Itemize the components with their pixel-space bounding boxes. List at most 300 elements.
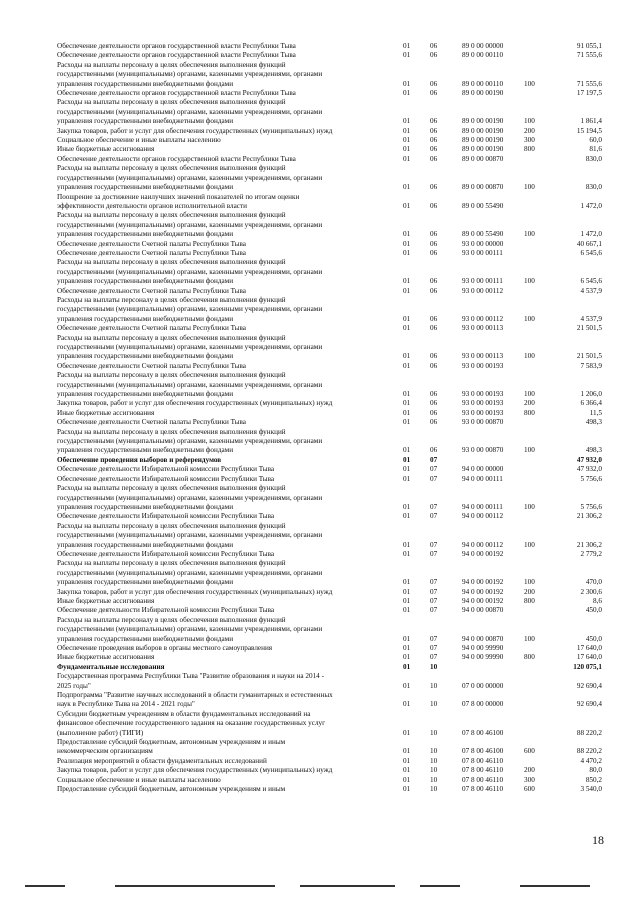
row-subsection-code: 07 bbox=[430, 634, 438, 643]
row-subsection-code: 07 bbox=[430, 502, 438, 511]
row-target-article: 07 0 00 00000 bbox=[462, 681, 504, 690]
row-target-article: 93 0 00 00111 bbox=[462, 277, 503, 286]
row-target-article: 89 0 00 00870 bbox=[462, 183, 504, 192]
row-subsection-code: 06 bbox=[430, 136, 438, 145]
row-subsection-code: 06 bbox=[430, 154, 438, 163]
row-section-code: 01 bbox=[403, 136, 411, 145]
row-target-article: 93 0 00 00193 bbox=[462, 399, 504, 408]
row-target-article: 89 0 00 00190 bbox=[462, 136, 504, 145]
row-name: Обеспечение деятельности Счетной палаты Республики Тыва bbox=[57, 239, 246, 248]
row-name: Расходы на выплаты персоналу в целях обеспечения выполнения функций государственными (муниципальными) органами, казенными учреждениями, органами управления государственными внебюджетными фондами bbox=[57, 164, 323, 192]
budget-table bbox=[57, 42, 602, 795]
row-amount: 81,6 bbox=[589, 145, 602, 154]
row-subsection-code: 06 bbox=[430, 230, 438, 239]
scan-edge-mark bbox=[420, 885, 460, 887]
table-row bbox=[57, 616, 602, 644]
row-name: Предоставление субсидий бюджетным, автономным учреждениям и иным bbox=[57, 785, 286, 794]
row-subsection-code: 07 bbox=[430, 540, 438, 549]
row-name: Расходы на выплаты персоналу в целях обеспечения выполнения функций государственными (муниципальными) органами, казенными учреждениями, органами управления государственными внебюджетными фондами bbox=[57, 258, 323, 286]
row-section-code: 01 bbox=[403, 277, 411, 286]
row-subsection-code: 06 bbox=[430, 42, 438, 50]
row-amount: 7 583,9 bbox=[580, 361, 602, 370]
row-target-article: 89 0 00 00190 bbox=[462, 89, 504, 98]
row-target-article: 89 0 00 00190 bbox=[462, 126, 504, 135]
section-row bbox=[57, 456, 602, 465]
row-amount: 498,3 bbox=[585, 418, 602, 427]
row-expense-type: 100 bbox=[524, 634, 535, 643]
row-expense-type: 100 bbox=[524, 314, 535, 323]
row-expense-type: 600 bbox=[524, 747, 535, 756]
row-target-article: 94 0 00 00870 bbox=[462, 606, 504, 615]
row-name: Закупка товаров, работ и услуг для обеспечения государственных (муниципальных) нужд bbox=[57, 766, 333, 775]
row-name: Предоставление субсидий бюджетным, автономным учреждениям и иным некоммерческим организациям bbox=[57, 738, 286, 756]
row-section-code: 01 bbox=[403, 512, 411, 521]
row-subsection-code: 06 bbox=[430, 201, 438, 210]
row-expense-type: 200 bbox=[524, 126, 535, 135]
row-amount: 88 220,2 bbox=[576, 728, 602, 737]
row-subsection-code: 10 bbox=[430, 662, 438, 671]
table-row bbox=[57, 296, 602, 324]
row-name: Обеспечение деятельности органов государственной власти Республики Тыва bbox=[57, 89, 296, 98]
row-name: Обеспечение деятельности органов государственной власти Республики Тыва bbox=[57, 154, 296, 163]
row-subsection-code: 07 bbox=[430, 578, 438, 587]
row-amount: 5 756,6 bbox=[580, 502, 602, 511]
table-row bbox=[57, 512, 602, 521]
scan-edge-marks bbox=[0, 884, 640, 888]
row-target-article: 93 0 00 00112 bbox=[462, 314, 504, 323]
row-section-code: 01 bbox=[403, 465, 411, 474]
row-subsection-code: 07 bbox=[430, 587, 438, 596]
table-row bbox=[57, 240, 602, 249]
row-amount: 60,0 bbox=[589, 136, 602, 145]
row-section-code: 01 bbox=[403, 587, 411, 596]
row-amount: 21 306,2 bbox=[576, 540, 602, 549]
table-row bbox=[57, 51, 602, 60]
row-section-code: 01 bbox=[403, 230, 411, 239]
row-name: Обеспечение деятельности органов государственной власти Республики Тыва bbox=[57, 42, 296, 50]
row-subsection-code: 10 bbox=[430, 681, 438, 690]
row-target-article: 89 0 00 55490 bbox=[462, 230, 504, 239]
row-subsection-code: 06 bbox=[430, 408, 438, 417]
row-amount: 17 640,0 bbox=[576, 644, 602, 652]
row-target-article: 07 8 00 46110 bbox=[462, 756, 504, 765]
row-subsection-code: 10 bbox=[430, 747, 438, 756]
row-name: Обеспечение деятельности Избирательной комиссии Республики Тыва bbox=[57, 606, 275, 615]
row-section-code: 01 bbox=[403, 117, 411, 126]
row-target-article: 93 0 00 00193 bbox=[462, 390, 504, 399]
table-row bbox=[57, 418, 602, 427]
row-expense-type: 800 bbox=[524, 596, 535, 605]
table-row bbox=[57, 672, 602, 691]
row-section-code: 01 bbox=[403, 79, 411, 88]
row-amount: 6 366,4 bbox=[580, 399, 602, 408]
row-amount: 21 501,5 bbox=[576, 324, 602, 333]
row-target-article: 07 8 00 46110 bbox=[462, 766, 504, 775]
row-target-article: 94 0 00 00112 bbox=[462, 540, 504, 549]
row-subsection-code: 06 bbox=[430, 314, 438, 323]
row-name: Обеспечение деятельности Счетной палаты Республики Тыва bbox=[57, 361, 246, 370]
row-target-article: 07 8 00 00000 bbox=[462, 700, 504, 709]
row-subsection-code: 06 bbox=[430, 352, 438, 361]
row-section-code: 01 bbox=[403, 286, 411, 295]
row-expense-type: 100 bbox=[524, 79, 535, 88]
row-amount: 498,3 bbox=[585, 446, 602, 455]
row-amount: 1 206,0 bbox=[580, 390, 602, 399]
row-section-code: 01 bbox=[403, 728, 411, 737]
table-row bbox=[57, 710, 602, 738]
row-name: Социальное обеспечение и иные выплаты населению bbox=[57, 775, 221, 784]
row-target-article: 07 8 00 46110 bbox=[462, 785, 504, 794]
table-row bbox=[57, 644, 602, 653]
row-expense-type: 100 bbox=[524, 502, 535, 511]
row-name: Социальное обеспечение и иные выплаты населению bbox=[57, 136, 221, 145]
row-name: Расходы на выплаты персоналу в целях обеспечения выполнения функций государственными (муниципальными) органами, казенными учреждениями, органами управления государственными внебюджетными фондами bbox=[57, 427, 323, 455]
row-subsection-code: 07 bbox=[430, 455, 438, 464]
row-target-article: 89 0 00 00870 bbox=[462, 154, 504, 163]
row-amount: 92 690,4 bbox=[576, 700, 602, 709]
row-name: Расходы на выплаты персоналу в целях обеспечения выполнения функций государственными (муниципальными) органами, казенными учреждениями, органами управления государственными внебюджетными фондами bbox=[57, 484, 323, 511]
row-subsection-code: 07 bbox=[430, 644, 438, 652]
row-section-code: 01 bbox=[403, 239, 411, 248]
row-amount: 40 667,1 bbox=[576, 239, 602, 248]
scan-edge-mark bbox=[115, 885, 275, 887]
row-target-article: 94 0 00 99990 bbox=[462, 653, 504, 662]
row-expense-type: 100 bbox=[524, 230, 535, 239]
table-row bbox=[57, 597, 602, 606]
row-section-code: 01 bbox=[403, 390, 411, 399]
row-amount: 92 690,4 bbox=[576, 681, 602, 690]
row-target-article: 93 0 00 00193 bbox=[462, 361, 504, 370]
row-section-code: 01 bbox=[403, 644, 411, 652]
row-subsection-code: 07 bbox=[430, 596, 438, 605]
table-row bbox=[57, 550, 602, 559]
row-amount: 850,2 bbox=[585, 775, 602, 784]
table-row bbox=[57, 785, 602, 794]
row-section-code: 01 bbox=[403, 248, 411, 257]
page-number: 18 bbox=[592, 833, 604, 847]
row-section-code: 01 bbox=[403, 681, 411, 690]
row-subsection-code: 06 bbox=[430, 361, 438, 370]
row-expense-type: 200 bbox=[524, 587, 535, 596]
row-subsection-code: 07 bbox=[430, 465, 438, 474]
row-name: Подпрограмма "Развитие научных исследований в области гуманитарных и естественных наук в Республике Тыва на 2014 - 2021 годы" bbox=[57, 691, 333, 709]
row-amount: 47 932,0 bbox=[576, 455, 602, 464]
row-amount: 1 472,0 bbox=[580, 201, 602, 210]
row-name: Расходы на выплаты персоналу в целях обеспечения выполнения функций государственными (муниципальными) органами, казенными учреждениями, органами управления государственными внебюджетными фондами bbox=[57, 98, 323, 126]
row-name: Расходы на выплаты персоналу в целях обеспечения выполнения функций государственными (муниципальными) органами, казенными учреждениями, органами управления государственными внебюджетными фондами bbox=[57, 60, 323, 88]
table-row bbox=[57, 127, 602, 136]
row-amount: 1 861,4 bbox=[580, 117, 602, 126]
row-target-article: 93 0 00 00112 bbox=[462, 286, 504, 295]
row-amount: 47 932,0 bbox=[576, 465, 602, 474]
row-amount: 6 545,6 bbox=[580, 277, 602, 286]
row-target-article: 94 0 00 00192 bbox=[462, 596, 504, 605]
row-target-article: 93 0 00 00870 bbox=[462, 446, 504, 455]
row-subsection-code: 06 bbox=[430, 117, 438, 126]
row-expense-type: 100 bbox=[524, 117, 535, 126]
row-subsection-code: 06 bbox=[430, 277, 438, 286]
row-target-article: 93 0 00 00870 bbox=[462, 418, 504, 427]
table-row bbox=[57, 98, 602, 126]
row-target-article: 94 0 00 00111 bbox=[462, 502, 503, 511]
row-target-article: 89 0 00 55490 bbox=[462, 201, 504, 210]
row-target-article: 94 0 00 00192 bbox=[462, 587, 504, 596]
scan-edge-mark bbox=[25, 885, 65, 887]
table-row bbox=[57, 399, 602, 408]
row-amount: 21 306,2 bbox=[576, 512, 602, 521]
row-section-code: 01 bbox=[403, 756, 411, 765]
row-target-article: 93 0 00 00113 bbox=[462, 352, 504, 361]
row-target-article: 89 0 00 00000 bbox=[462, 42, 504, 50]
table-row bbox=[57, 475, 602, 484]
row-target-article: 07 8 00 46100 bbox=[462, 747, 504, 756]
table-row bbox=[57, 155, 602, 164]
row-name: Иные бюджетные ассигнования bbox=[57, 596, 155, 605]
row-amount: 1 472,0 bbox=[580, 230, 602, 239]
row-section-code: 01 bbox=[403, 126, 411, 135]
row-name: Обеспечение деятельности Избирательной комиссии Республики Тыва bbox=[57, 474, 275, 483]
row-name: Закупка товаров, работ и услуг для обеспечения государственных (муниципальных) нужд bbox=[57, 126, 333, 135]
row-section-code: 01 bbox=[403, 596, 411, 605]
table-row bbox=[57, 559, 602, 587]
row-target-article: 94 0 00 00192 bbox=[462, 578, 504, 587]
scan-edge-mark bbox=[520, 885, 590, 887]
table-row bbox=[57, 164, 602, 192]
row-section-code: 01 bbox=[403, 455, 411, 464]
row-name: Обеспечение проведения выборов и референдумов bbox=[57, 455, 222, 464]
row-name: Расходы на выплаты персоналу в целях обеспечения выполнения функций государственными (муниципальными) органами, казенными учреждениями, органами управления государственными внебюджетными фондами bbox=[57, 615, 323, 643]
row-target-article: 93 0 00 00000 bbox=[462, 239, 504, 248]
row-target-article: 94 0 00 00870 bbox=[462, 634, 504, 643]
row-name: Обеспечение деятельности органов государственной власти Республики Тыва bbox=[57, 51, 296, 60]
row-subsection-code: 06 bbox=[430, 248, 438, 257]
row-section-code: 01 bbox=[403, 408, 411, 417]
row-name: Поощрение за достижение наилучших значений показателей по итогам оценки эффективности деятельности органов исполнительной власти bbox=[57, 192, 300, 210]
row-subsection-code: 06 bbox=[430, 126, 438, 135]
row-subsection-code: 06 bbox=[430, 79, 438, 88]
row-name: Расходы на выплаты персоналу в целях обеспечения выполнения функций государственными (муниципальными) органами, казенными учреждениями, органами управления государственными внебюджетными фондами bbox=[57, 295, 323, 323]
row-subsection-code: 06 bbox=[430, 89, 438, 98]
row-name: Фундаментальные исследования bbox=[57, 662, 165, 671]
row-name: Обеспечение деятельности Счетной палаты Республики Тыва bbox=[57, 286, 246, 295]
table-row bbox=[57, 42, 602, 51]
table-row bbox=[57, 776, 602, 785]
row-subsection-code: 06 bbox=[430, 446, 438, 455]
row-expense-type: 100 bbox=[524, 183, 535, 192]
row-subsection-code: 06 bbox=[430, 145, 438, 154]
row-amount: 4 470,2 bbox=[580, 756, 602, 765]
row-name: Обеспечение деятельности Счетной палаты Республики Тыва bbox=[57, 324, 246, 333]
row-section-code: 01 bbox=[403, 361, 411, 370]
row-subsection-code: 07 bbox=[430, 653, 438, 662]
row-amount: 6 545,6 bbox=[580, 248, 602, 257]
row-amount: 17 640,0 bbox=[576, 653, 602, 662]
row-amount: 15 194,5 bbox=[576, 126, 602, 135]
row-expense-type: 100 bbox=[524, 277, 535, 286]
row-section-code: 01 bbox=[403, 201, 411, 210]
row-name: Обеспечение деятельности Счетной палаты Республики Тыва bbox=[57, 248, 246, 257]
table-row bbox=[57, 193, 602, 212]
table-row bbox=[57, 145, 602, 154]
row-expense-type: 100 bbox=[524, 540, 535, 549]
table-row bbox=[57, 757, 602, 766]
row-name: Расходы на выплаты персоналу в целях обеспечения выполнения функций государственными (муниципальными) органами, казенными учреждениями, органами управления государственными внебюджетными фондами bbox=[57, 521, 323, 549]
row-amount: 470,0 bbox=[585, 578, 602, 587]
row-name: Закупка товаров, работ и услуг для обеспечения государственных (муниципальных) нужд bbox=[57, 587, 333, 596]
row-section-code: 01 bbox=[403, 540, 411, 549]
table-row bbox=[57, 409, 602, 418]
table-row bbox=[57, 211, 602, 239]
row-target-article: 89 0 00 00190 bbox=[462, 145, 504, 154]
row-target-article: 07 8 00 46100 bbox=[462, 728, 504, 737]
row-section-code: 01 bbox=[403, 474, 411, 483]
row-section-code: 01 bbox=[403, 42, 411, 50]
row-subsection-code: 10 bbox=[430, 775, 438, 784]
row-section-code: 01 bbox=[403, 314, 411, 323]
row-section-code: 01 bbox=[403, 634, 411, 643]
row-subsection-code: 07 bbox=[430, 474, 438, 483]
row-name: Расходы на выплаты персоналу в целях обеспечения выполнения функций государственными (муниципальными) органами, казенными учреждениями, органами управления государственными внебюджетными фондами bbox=[57, 559, 323, 587]
row-expense-type: 100 bbox=[524, 390, 535, 399]
row-amount: 3 540,0 bbox=[580, 785, 602, 794]
table-row bbox=[57, 691, 602, 710]
row-amount: 17 197,5 bbox=[576, 89, 602, 98]
scan-edge-mark bbox=[300, 885, 395, 887]
table-row bbox=[57, 362, 602, 371]
table-row bbox=[57, 136, 602, 145]
row-subsection-code: 06 bbox=[430, 51, 438, 60]
row-section-code: 01 bbox=[403, 352, 411, 361]
row-target-article: 07 8 00 46110 bbox=[462, 775, 504, 784]
row-name: Иные бюджетные ассигнования bbox=[57, 653, 155, 662]
row-section-code: 01 bbox=[403, 653, 411, 662]
table-row bbox=[57, 334, 602, 362]
row-subsection-code: 06 bbox=[430, 239, 438, 248]
row-subsection-code: 06 bbox=[430, 324, 438, 333]
row-expense-type: 800 bbox=[524, 408, 535, 417]
row-target-article: 93 0 00 00111 bbox=[462, 248, 503, 257]
table-row bbox=[57, 324, 602, 333]
row-subsection-code: 10 bbox=[430, 785, 438, 794]
row-expense-type: 800 bbox=[524, 145, 535, 154]
row-target-article: 93 0 00 00113 bbox=[462, 324, 504, 333]
table-row bbox=[57, 465, 602, 474]
row-name: Расходы на выплаты персоналу в целях обеспечения выполнения функций государственными (муниципальными) органами, казенными учреждениями, органами управления государственными внебюджетными фондами bbox=[57, 333, 323, 361]
row-subsection-code: 10 bbox=[430, 700, 438, 709]
row-name: Субсидии бюджетным учреждениям в области фундаментальных исследований на финансовое обеспечение государственного задания на оказание государственных услуг (выполнение работ) (ТИГИ) bbox=[57, 709, 326, 737]
row-subsection-code: 07 bbox=[430, 606, 438, 615]
row-amount: 5 756,6 bbox=[580, 474, 602, 483]
row-expense-type: 100 bbox=[524, 578, 535, 587]
row-target-article: 94 0 00 00192 bbox=[462, 549, 504, 558]
table-row bbox=[57, 287, 602, 296]
row-name: Иные бюджетные ассигнования bbox=[57, 145, 155, 154]
row-section-code: 01 bbox=[403, 700, 411, 709]
row-section-code: 01 bbox=[403, 662, 411, 671]
table-row bbox=[57, 249, 602, 258]
row-subsection-code: 06 bbox=[430, 183, 438, 192]
row-expense-type: 300 bbox=[524, 136, 535, 145]
row-section-code: 01 bbox=[403, 549, 411, 558]
row-target-article: 89 0 00 00110 bbox=[462, 51, 504, 60]
row-section-code: 01 bbox=[403, 51, 411, 60]
row-name: Обеспечение деятельности Счетной палаты Республики Тыва bbox=[57, 418, 246, 427]
row-section-code: 01 bbox=[403, 502, 411, 511]
table-row bbox=[57, 484, 602, 512]
row-name: Иные бюджетные ассигнования bbox=[57, 408, 155, 417]
table-row bbox=[57, 738, 602, 757]
row-subsection-code: 10 bbox=[430, 766, 438, 775]
row-amount: 88 220,2 bbox=[576, 747, 602, 756]
row-target-article: 94 0 00 99990 bbox=[462, 644, 504, 652]
row-amount: 2 300,6 bbox=[580, 587, 602, 596]
row-section-code: 01 bbox=[403, 785, 411, 794]
row-subsection-code: 06 bbox=[430, 399, 438, 408]
row-section-code: 01 bbox=[403, 418, 411, 427]
row-target-article: 94 0 00 00111 bbox=[462, 474, 503, 483]
row-target-article: 93 0 00 00193 bbox=[462, 408, 504, 417]
table-row bbox=[57, 258, 602, 286]
row-name: Государственная программа Республики Тыва "Развитие образования и науки на 2014 - 2025 годы" bbox=[57, 672, 324, 690]
table-row bbox=[57, 89, 602, 98]
row-section-code: 01 bbox=[403, 766, 411, 775]
row-section-code: 01 bbox=[403, 183, 411, 192]
table-row bbox=[57, 588, 602, 597]
row-subsection-code: 10 bbox=[430, 728, 438, 737]
row-amount: 71 555,6 bbox=[576, 51, 602, 60]
row-section-code: 01 bbox=[403, 775, 411, 784]
row-amount: 11,5 bbox=[589, 408, 602, 417]
row-name: Расходы на выплаты персоналу в целях обеспечения выполнения функций государственными (муниципальными) органами, казенными учреждениями, органами управления государственными внебюджетными фондами bbox=[57, 211, 323, 239]
row-section-code: 01 bbox=[403, 399, 411, 408]
row-amount: 4 537,9 bbox=[580, 314, 602, 323]
row-amount: 2 779,2 bbox=[580, 549, 602, 558]
row-amount: 21 501,5 bbox=[576, 352, 602, 361]
row-section-code: 01 bbox=[403, 324, 411, 333]
row-target-article: 89 0 00 00110 bbox=[462, 79, 504, 88]
row-section-code: 01 bbox=[403, 154, 411, 163]
table-row bbox=[57, 522, 602, 550]
row-name: Закупка товаров, работ и услуг для обеспечения государственных (муниципальных) нужд bbox=[57, 399, 333, 408]
row-section-code: 01 bbox=[403, 606, 411, 615]
table-row bbox=[57, 371, 602, 399]
table-row bbox=[57, 653, 602, 662]
row-expense-type: 100 bbox=[524, 352, 535, 361]
row-amount: 80,0 bbox=[589, 766, 602, 775]
row-subsection-code: 06 bbox=[430, 286, 438, 295]
row-name: Обеспечение деятельности Избирательной комиссии Республики Тыва bbox=[57, 549, 275, 558]
row-expense-type: 200 bbox=[524, 766, 535, 775]
table-row bbox=[57, 766, 602, 775]
row-section-code: 01 bbox=[403, 446, 411, 455]
row-expense-type: 200 bbox=[524, 399, 535, 408]
section-row bbox=[57, 663, 602, 672]
row-expense-type: 800 bbox=[524, 653, 535, 662]
row-target-article: 94 0 00 00000 bbox=[462, 465, 504, 474]
row-section-code: 01 bbox=[403, 145, 411, 154]
row-subsection-code: 10 bbox=[430, 756, 438, 765]
table-row bbox=[57, 428, 602, 456]
row-subsection-code: 06 bbox=[430, 418, 438, 427]
row-amount: 120 075,1 bbox=[573, 662, 602, 671]
row-amount: 830,0 bbox=[585, 183, 602, 192]
row-expense-type: 100 bbox=[524, 446, 535, 455]
row-amount: 4 537,9 bbox=[580, 286, 602, 295]
row-amount: 450,0 bbox=[585, 606, 602, 615]
row-name: Обеспечение проведения выборов в органы местного самоуправления bbox=[57, 644, 273, 652]
row-target-article: 89 0 00 00190 bbox=[462, 117, 504, 126]
row-amount: 450,0 bbox=[585, 634, 602, 643]
